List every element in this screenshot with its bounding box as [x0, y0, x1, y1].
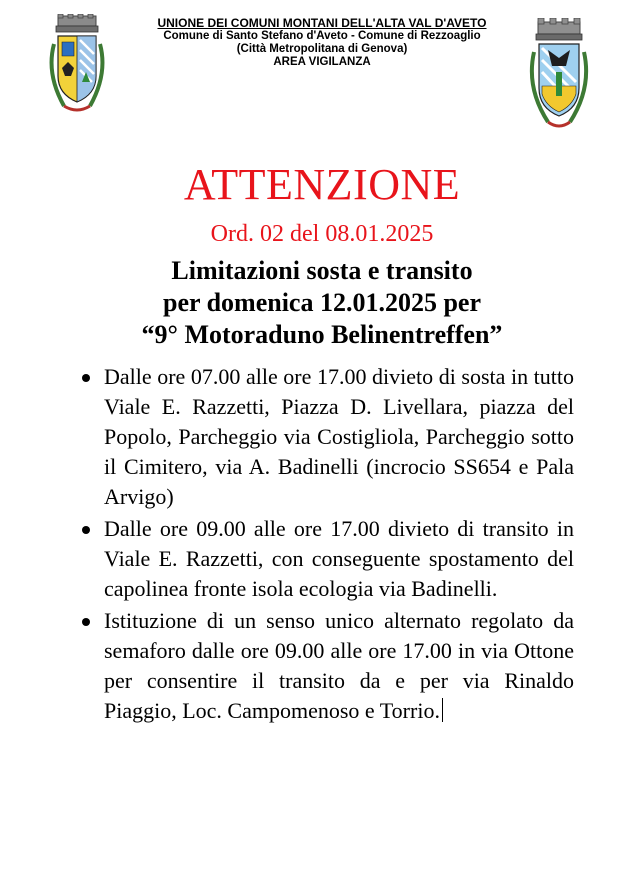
list-item-text: Dalle ore 07.00 alle ore 17.00 divieto di sosta in tutto Viale E. Razzetti, Piazza D. Livellara, piazza del Popolo, Parcheggio via Costigliola, Parcheggio sotto il Cimitero, via A. Badinelli (incrocio SS654 e Pala Arvigo): [104, 364, 574, 509]
subtitle-line-3: “9° Motoraduno Belinentreffen”: [141, 320, 503, 349]
notice-title: ATTENZIONE: [183, 160, 461, 209]
department: AREA VIGILANZA: [273, 56, 371, 68]
ordinance-reference: Ord. 02 del 08.01.2025: [210, 221, 434, 247]
list-item: [80, 514, 574, 604]
union-name: UNIONE DEI COMUNI MONTANI DELL'ALTA VAL D'AVETO: [157, 16, 487, 30]
bullet-icon: [82, 374, 90, 382]
list-item: [80, 606, 574, 726]
subtitle-line-2: per domenica 12.01.2025 per: [163, 288, 481, 317]
metropolitan-city: (Città Metropolitana di Genova): [236, 43, 408, 55]
letterhead: [120, 17, 524, 69]
notice-subtitle: [0, 255, 644, 351]
restrictions-list: [80, 362, 574, 728]
list-item-text: Dalle ore 09.00 alle ore 17.00 divieto di transito in Viale E. Razzetti, con conseguente spostamento del capolinea fronte isola ecologia via Badinelli.: [104, 516, 574, 601]
text-cursor: [442, 698, 443, 722]
list-item: [80, 362, 574, 512]
subtitle-line-1: Limitazioni sosta e transito: [171, 256, 473, 285]
bullet-icon: [82, 526, 90, 534]
crest-santo-stefano-icon: [44, 14, 110, 118]
list-item-text: Istituzione di un senso unico alternato regolato da semaforo dalle ore 09.00 alle ore 17.00 in via Ottone per consentire il transito da e per via Rinaldo Piaggio, Loc. Campomenoso e Torrio.: [104, 608, 574, 723]
crest-rezzoaglio-icon: [524, 18, 594, 134]
municipalities: Comune di Santo Stefano d'Aveto - Comune di Rezzoaglio: [163, 30, 481, 42]
bullet-icon: [82, 618, 90, 626]
